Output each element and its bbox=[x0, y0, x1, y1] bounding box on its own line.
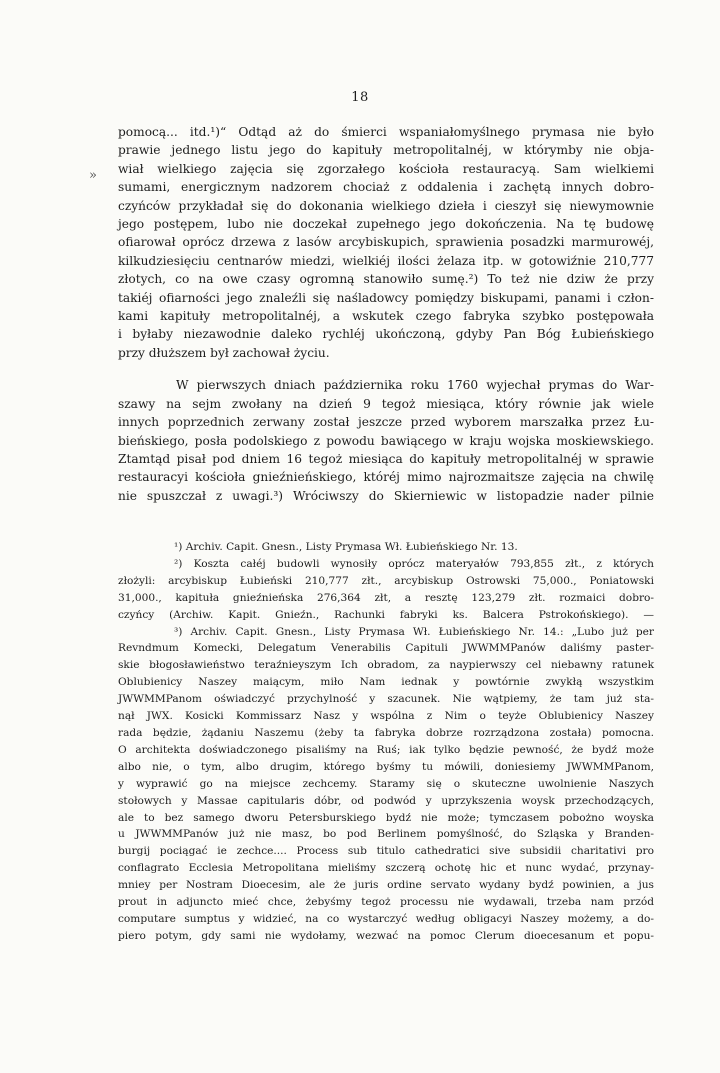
page-number: 18 bbox=[351, 90, 369, 105]
text-line: czyńców przykładał się do dokonania wielkiego dzieła i cieszył się niewymownie bbox=[118, 198, 654, 213]
text-line: sumami, energicznym nadzorem chociaż z oddalenia i zachętą innych dobro- bbox=[118, 180, 654, 195]
footnote-line: ¹) Archiv. Capit. Gnesn., Listy Prymasa Wł. Łubieńskiego Nr. 13. bbox=[174, 541, 518, 553]
text-line: W pierwszych dniach października roku 1760 wyjechał prymas do War- bbox=[176, 378, 654, 393]
text-line: innych poprzednich zerwany został jeszcze przed wyborem marszałka przez Łu- bbox=[118, 415, 654, 430]
footnote-line: y wyprawić go na miejsce zechcemy. Staramy się o skuteczne uwolnienie Naszych bbox=[118, 777, 654, 790]
text-line: kami kapituły metropolitalnéj, a wskutek czego fabryka szybko postępowała bbox=[118, 309, 654, 324]
footnote-line: burgij pociągać ie zechce.... Process sub titulo cathedratici sive subsidii charitativi pro bbox=[118, 845, 654, 858]
margin-mark: » bbox=[89, 168, 97, 183]
text-line: prawie jednego listu jego do kapituły metropolitalnéj, w którymby nie obja- bbox=[118, 143, 654, 158]
footnote-line: conflagrato Ecclesia Metropolitana mieliśmy szczerą ochotę hic et nunc wydać, przynay- bbox=[118, 862, 654, 875]
text-line: Ztamtąd pisał pod dniem 16 tegoż miesiąca do kapituły metropolitalnéj w sprawie bbox=[118, 451, 654, 466]
footnote-line: JWWMMPanom oświadczyć przychylność y szacunek. Nie wątpiemy, że tam już sta- bbox=[118, 693, 654, 706]
text-line: nie spuszczał z uwagi.³) Wróciwszy do Skierniewic w listopadzie nader pilnie bbox=[118, 488, 654, 503]
footnote-line: ³) Archiv. Capit. Gnesn., Listy Prymasa Wł. Łubieńskiego Nr. 14.: „Lubo już per bbox=[174, 625, 654, 638]
footnote-line: Revndmum Komecki, Delegatum Venerabilis Capituli JWWMMPanów daliśmy paster- bbox=[118, 642, 654, 655]
footnote-line: O architekta doświadczonego pisaliśmy na Ruś; iak tylko będzie pewność, że bydź może bbox=[118, 743, 654, 756]
footnote-line: albo nie, o tym, albo drugim, którego byśmy tu mówili, doniesiemy JWWMMPanom, bbox=[118, 760, 654, 773]
text-line: kilkudziesięciu centnarów miedzi, wielkiéj ilości żelaza itp. w gotowiźnie 210,777 bbox=[118, 253, 654, 268]
text-line: przy dłuższem był zachował życiu. bbox=[118, 345, 330, 360]
footnote-line: piero potym, gdy sami nie wydołamy, wezwać na pomoc Clerum dioecesanum et popu- bbox=[118, 929, 654, 942]
footnote-line: u JWWMMPanów już nie masz, bo pod Berlinem pomyślność, do Szląska y Branden- bbox=[118, 828, 654, 841]
text-line: wiał wielkiego zajęcia się zgorzałego kościoła restauracyą. Sam wielkiemi bbox=[118, 161, 654, 176]
footnotes bbox=[118, 539, 654, 945]
footnote-line: złożyli: arcybiskup Łubieński 210,777 złt., arcybiskup Ostrowski 75,000., Poniatowski bbox=[118, 574, 654, 587]
text-line: takiéj ofiarności jego znaleźli się naśladowcy pomiędzy biskupami, panami i człon- bbox=[118, 290, 654, 305]
paragraph-gap bbox=[118, 362, 654, 376]
footnote-line: mniey per Nostram Dioecesim, ale że juris ordine servato wydany bydź powinien, a jus bbox=[118, 879, 654, 892]
text-line: pomocą... itd.¹)“ Odtąd aż do śmierci wspaniałomyślnego prymasa nie było bbox=[118, 125, 654, 139]
footnote-line: stołowych y Massae capitularis dóbr, od podwód y uprzykszenia woysk przechodzących, bbox=[118, 794, 654, 807]
text-line: restauracyi kościoła gnieźnieńskiego, któréj mimo najrozmaitsze zajęcia na chwilę bbox=[118, 470, 654, 485]
footnote-line: 31,000., kapituła gnieźnieńska 276,364 złt, a resztę 123,279 złt. rozmaici dobro- bbox=[118, 591, 654, 604]
text-line: i byłaby niezawodnie daleko rychléj ukończoną, gdyby Pan Bóg Łubieńskiego bbox=[118, 327, 654, 342]
footnote-line: Oblubienicy Naszey maiącym, miło Nam iednak y powtórnie zwykłą wszystkim bbox=[118, 676, 654, 689]
footnote-line: skie błogosławieństwo teraźnieyszym Ich obradom, za naypierwszy cel niebawny ratunek bbox=[118, 659, 654, 672]
footnote-line: ale to bez samego dworu Petersburskiego bydź nie może; tymczasem pobożno woyska bbox=[118, 811, 654, 824]
footnote-line: ²) Koszta całéj budowli wynosiły oprócz materyałów 793,855 złt., z których bbox=[174, 557, 654, 570]
footnote-line: nął JWX. Kosicki Kommissarz Nasz y wspólna z Nim o teyże Oblubienicy Naszey bbox=[118, 710, 654, 723]
text-line: jego postępem, lubo nie doczekał zupełnego jego dokończenia. Na tę budowę bbox=[118, 217, 654, 232]
footnote-line: prout in adjuncto mieć chce, żebyśmy tegoż processu nie wydawali, trzeba nam przód bbox=[118, 896, 654, 909]
main-text bbox=[118, 123, 654, 505]
footnote-line: rada będzie, żądaniu Naszemu (żeby ta fabryka dobrze rozrządzona została) pomocna. bbox=[118, 726, 654, 739]
text-line: szawy na sejm zwołany na dzień 9 tegoż miesiąca, który równie jak wiele bbox=[118, 396, 654, 411]
text-line: bieńskiego, posła podolskiego z powodu bawiącego w kraju wojska moskiewskiego. bbox=[118, 433, 654, 448]
text-line: złotych, co na owe czasy ogromną stanowiło sumę.²) To też nie dziw że przy bbox=[118, 272, 654, 287]
footnote-line: czyńcy (Archiw. Kapit. Gnieźn., Rachunki fabryki ks. Balcera Pstrokońskiego). — bbox=[118, 608, 654, 621]
text-line: ofiarował oprócz drzewa z lasów arcybiskupich, sprawienia posadzki marmurowéj, bbox=[118, 235, 654, 250]
footnote-line: computare sumptus y widzieć, na co wystarczyć według obligacyi Naszey możemy, a do- bbox=[118, 912, 654, 925]
